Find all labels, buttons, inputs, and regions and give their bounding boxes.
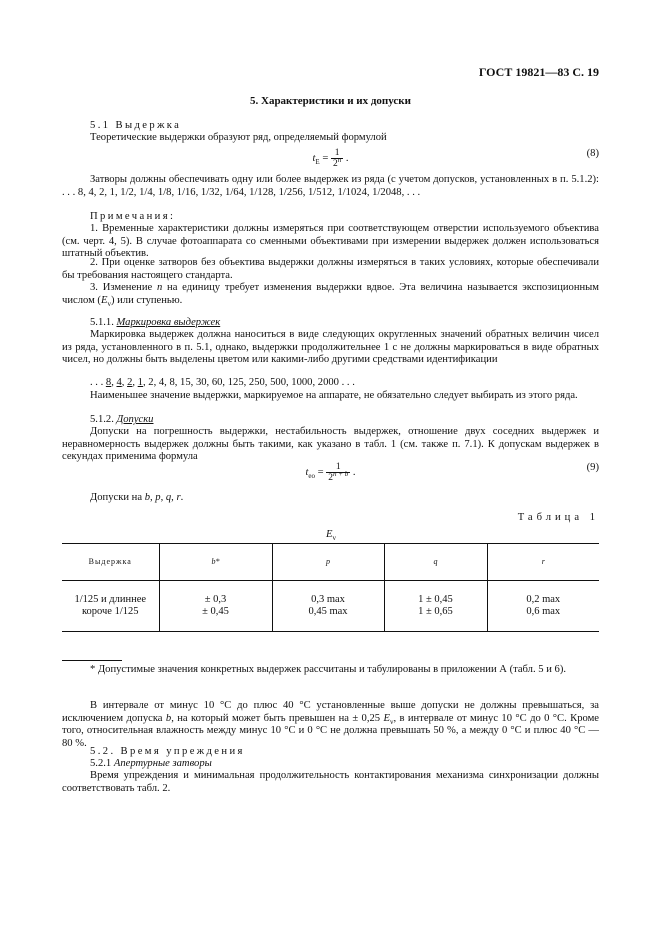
col-header-r: r bbox=[487, 544, 599, 581]
cell-p-line1: 0,3 max bbox=[311, 594, 345, 605]
formula-8-den-base: 2 bbox=[332, 159, 338, 169]
footnote: * Допустимые значения конкретных выдержек рассчитаны и табулированы в приложении А (табл. 5 и 6). bbox=[90, 664, 567, 675]
formula-9-lhs: t bbox=[305, 466, 309, 478]
formula-8-den bbox=[331, 155, 343, 169]
subsection-5-1-1-para: Маркировка выдержек должна наноситься в виде следующих округленных значений обратных величин чисел из ряда, установленного в п. 5.1, однако, выдержки продолжительнее 1 с не должны маркироваться в виде обратных чисел, но должны быть выделены цветом или какими-либо другими средствами идентификации bbox=[62, 329, 599, 366]
subsection-5-1-heading: 5.1 Выдержка bbox=[90, 120, 182, 131]
subsection-5-2-heading: 5.2. Время упреждения bbox=[90, 746, 245, 757]
subsection-5-1-2-number: 5.1.2. bbox=[90, 414, 117, 425]
page-header: ГОСТ 19821—83 С. 19 bbox=[478, 65, 599, 79]
cell-b-line1: ± 0,3 bbox=[204, 594, 227, 605]
note-3-sub: v bbox=[107, 299, 111, 308]
col-header-p: p bbox=[272, 544, 384, 581]
series-rest: , 2, 4, 8, 15, 30, 60, 125, 250, 500, 1000, 2000 . . . bbox=[142, 377, 355, 388]
cell-exposure-line2: короче 1/125 bbox=[81, 606, 139, 617]
formula-8 bbox=[0, 148, 661, 169]
notes-heading: Примечания: bbox=[90, 211, 176, 222]
note-3-part-c: ) или ступенью. bbox=[110, 294, 183, 306]
cell-q bbox=[384, 581, 487, 632]
formula-9-num: 1 bbox=[326, 462, 350, 473]
series-prefix: . . . bbox=[90, 377, 106, 388]
series-separator: , bbox=[121, 377, 128, 388]
cell-p bbox=[272, 581, 384, 632]
col-header-q: q bbox=[384, 544, 487, 581]
formula-9-den-sup: n + b bbox=[333, 469, 349, 478]
subsection-5-2-1-heading bbox=[62, 758, 599, 771]
subsection-5-2-1-para: Время упреждения и минимальная продолжительность контактирования механизма синхронизации должны соответствовать табл. 2. bbox=[62, 770, 599, 794]
subsection-5-1-para: Затворы должны обеспечивать одну или более выдержек из ряда (с учетом допусков, установленных в п. 5.1.2): . . . 8, 4, 2, 1, 1/2, 1/4, 1/8, 1/16, 1/32, 1/64, 1/128, 1/256, 1/512, 1/1024, 1/2048, . . . bbox=[62, 174, 599, 198]
subsection-5-2-1-number: 5.2.1 bbox=[90, 758, 114, 769]
temperature-para-e: E bbox=[383, 712, 390, 724]
cell-r-line1: 0,2 max bbox=[526, 594, 561, 605]
formula-9-lhs-sub: eo bbox=[308, 472, 315, 481]
table-group-header bbox=[326, 529, 336, 542]
subsection-5-1-1-para2: Наименьшее значение выдержки, маркируемое на аппарате, не обязательно следует выбирать из этого ряда. bbox=[90, 390, 578, 401]
subsection-5-1-intro: Теоретические выдержки образуют ряд, определяемый формулой bbox=[90, 132, 387, 143]
cell-exposure bbox=[62, 581, 159, 632]
tolerances-vars: b, p, q, r bbox=[144, 492, 181, 503]
series-separator: , bbox=[132, 377, 138, 388]
note-3-n: n bbox=[156, 282, 163, 293]
data-table bbox=[62, 543, 599, 632]
group-header-sub: v bbox=[332, 534, 336, 543]
formula-8-num: 1 bbox=[331, 148, 343, 159]
formula-8-number: (8) bbox=[586, 148, 599, 159]
series-underlined-8: 8 bbox=[105, 377, 112, 388]
note-3-part-a: 3. Изменение bbox=[90, 282, 157, 293]
tolerances-line bbox=[62, 492, 599, 505]
temperature-para-sub: v bbox=[389, 717, 394, 726]
tolerances-prefix: Допуски на bbox=[90, 492, 145, 503]
subsection-5-1-2-para: Допуски на погрешность выдержки, нестабильность выдержек, отношение двух соседних выдержек и неравномерность выдержек должны быть такими, как указано в табл. 1 (см. также п. 7.1). К допускам выдержек в секундах применима формула bbox=[62, 426, 599, 463]
formula-9-eq: = bbox=[315, 466, 327, 478]
series-underlined-4: 4 bbox=[116, 377, 122, 388]
temperature-para-d: , в интервале от минус 10 °С до 0 °С. Кроме того, относительная влажность между минус 10 °С и 0 °С не должна превышать 50 %, а между 0 °С и плюс 40 °С — 80 %. bbox=[62, 712, 600, 749]
table-caption: Таблица 1 bbox=[517, 512, 599, 523]
formula-9-den-base: 2 bbox=[328, 473, 334, 483]
cell-q-line2: 1 ± 0,65 bbox=[418, 606, 453, 617]
formula-8-end: . bbox=[343, 152, 349, 164]
col-header-b: b* bbox=[159, 544, 272, 581]
subsection-5-2-1-title: Апертурные затворы bbox=[113, 758, 212, 769]
cell-b bbox=[159, 581, 272, 632]
note-3 bbox=[62, 282, 599, 307]
footnote-rule bbox=[62, 660, 122, 661]
subsection-5-1-1-title: Маркировка выдержек bbox=[116, 317, 221, 328]
formula-8-lhs-sub: E bbox=[315, 158, 320, 167]
tolerances-suffix: . bbox=[180, 492, 184, 503]
formula-9-den bbox=[326, 469, 350, 483]
subsection-5-1-2-heading bbox=[62, 414, 599, 427]
formula-9-number: (9) bbox=[586, 462, 599, 473]
series-separator: , bbox=[111, 377, 117, 388]
temperature-para bbox=[62, 700, 599, 750]
note-3-e: E bbox=[100, 294, 108, 306]
subsection-5-1-1-heading bbox=[62, 317, 599, 330]
formula-8-eq: = bbox=[319, 152, 331, 164]
note-2: 2. При оценке затворов без объектива выдержки должны измеряться в таких условиях, которые обеспечивали бы требования настоящего стандарта. bbox=[62, 257, 599, 281]
cell-r-line2: 0,6 max bbox=[526, 606, 561, 617]
marking-series bbox=[62, 377, 599, 390]
cell-b-line2: ± 0,45 bbox=[202, 606, 229, 617]
cell-p-line2: 0,45 max bbox=[308, 606, 348, 617]
cell-r bbox=[487, 581, 599, 632]
table-row bbox=[62, 581, 599, 632]
formula-8-den-sup: n bbox=[337, 155, 342, 164]
temperature-para-c: , на который может быть превышен на ± 0,25 bbox=[171, 712, 384, 724]
series-underlined-2: 2 bbox=[127, 377, 133, 388]
section-title: 5. Характеристики и их допуски bbox=[250, 95, 411, 107]
cell-exposure-line1: 1/125 и длиннее bbox=[74, 594, 147, 605]
note-1: 1. Временные характеристики должны измеряться при соответствующем отверстии используемого объектива (см. черт. 4, 5). В случае фотоаппарата со сменными объективами при измерении выдержек должен использоваться штатный объектив. bbox=[62, 223, 599, 260]
formula-9-fraction bbox=[326, 462, 350, 483]
col-header-exposure: Выдержка bbox=[88, 556, 132, 566]
series-underlined-1: 1 bbox=[137, 377, 143, 388]
subsection-5-1-2-title: Допуски bbox=[116, 414, 154, 425]
note-3-part-b: на единицу требует изменения выдержки вдвое. Эта величина называется экспозиционным числом ( bbox=[62, 282, 599, 306]
subsection-5-1-1-number: 5.1.1. bbox=[90, 317, 117, 328]
formula-8-lhs: t bbox=[312, 152, 316, 164]
formula-8-fraction bbox=[331, 148, 343, 169]
cell-q-line1: 1 ± 0,45 bbox=[418, 594, 453, 605]
formula-9-end: . bbox=[350, 466, 356, 478]
temperature-para-a: В интервале от минус 10 °С до плюс 40 °С установленные выше допуски не должны превышаться, за исключением допуска bbox=[62, 700, 599, 724]
formula-9 bbox=[0, 462, 661, 483]
table-header-row bbox=[62, 544, 599, 581]
group-header-e: E bbox=[326, 529, 333, 540]
temperature-para-b: b bbox=[165, 712, 172, 724]
